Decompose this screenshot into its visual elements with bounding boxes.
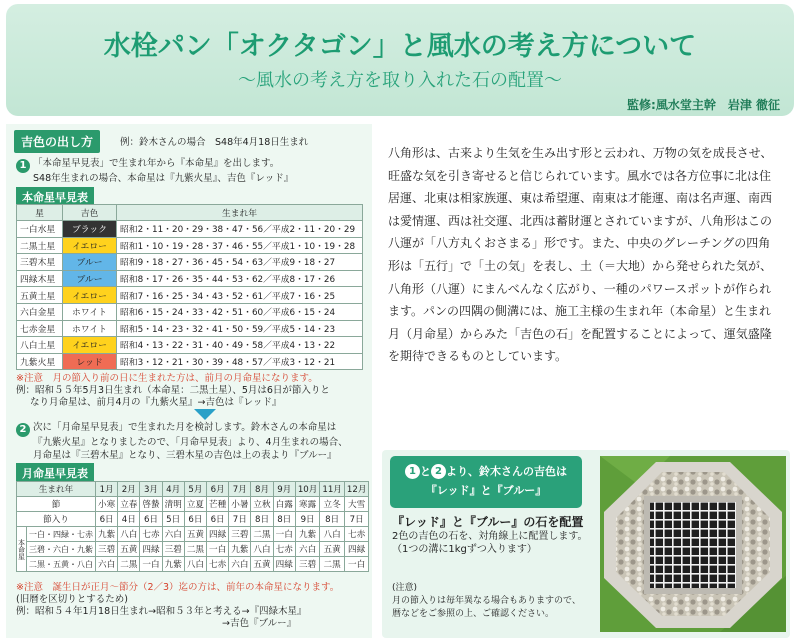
honmei-row: [17, 320, 363, 337]
honmei-years: 昭和9・18・27・36・45・54・63／平成9・18・27: [117, 254, 363, 271]
getsu-star-cell: 一白: [207, 542, 229, 557]
getsu-setsu-row-cell: 立春: [118, 497, 140, 512]
lucky-color-guide: [6, 124, 372, 638]
getsu-setsuiri-row-cell: 4日: [118, 512, 140, 527]
step-2: [16, 422, 366, 462]
honmei-row: [17, 237, 363, 254]
placement-heading: 『レッド』と『ブルー』の石を配置: [392, 515, 584, 529]
step-1: [16, 158, 366, 186]
honmei-color: レッド: [63, 353, 117, 370]
calendar-note: [392, 582, 581, 621]
getsu-star-cell: 九紫: [295, 527, 320, 542]
getsu-table-label: 月命星早見表: [16, 463, 94, 483]
getsu-star-cell: 二黒: [251, 527, 273, 542]
honmei-color: ブルー: [63, 254, 117, 271]
note-2-example: 例：昭和５４年1月18日生まれ→昭和５３年と考える→『四緑木星』: [16, 606, 307, 617]
note-2: [16, 582, 370, 630]
honmei-header-cell: 星: [17, 205, 63, 221]
getsu-star-cell: 八白: [184, 557, 206, 572]
getsu-star-cell: 三碧: [162, 542, 184, 557]
getsu-setsu-row-cell: 小寒: [96, 497, 118, 512]
getsu-star-cell: 四緑: [207, 527, 229, 542]
honmei-row: [17, 287, 363, 304]
getsu-star-cell: 六白: [96, 557, 118, 572]
getsu-star-cell: 五黄: [184, 527, 206, 542]
getsu-setsu-row-cell: 清明: [162, 497, 184, 512]
getsu-setsu-row-cell: 芒種: [207, 497, 229, 512]
note-2-reason: (旧暦を区切りとするため): [16, 594, 128, 605]
getsu-star-cell: 四緑: [140, 542, 162, 557]
honmei-years: 昭和6・15・24・33・42・51・60／平成6・15・24: [117, 303, 363, 320]
step-2-text-3: 月命星は『三碧木星』となり、三碧木星の吉色は上の表より『ブルー』: [33, 449, 337, 461]
note-1-example: 例：昭和５５年5月3日生まれ（本命星：二黒土星）、5月は6日が節入りと: [16, 385, 330, 396]
honmei-header-cell: 吉色: [63, 205, 117, 221]
down-arrow-icon: [194, 409, 216, 420]
step-2-text-2: 『九紫火星』となりましたので、「月命早見表」より、4月生まれの場合、: [33, 437, 348, 448]
honmei-table: [16, 204, 363, 370]
honmei-row: [17, 353, 363, 370]
honmei-row: [17, 270, 363, 287]
honmei-header-row: [17, 205, 363, 221]
getsu-setsuiri-row-cell: 8日: [251, 512, 273, 527]
getsu-star-row: [17, 557, 369, 572]
honmei-star: 三碧木星: [17, 254, 63, 271]
getsu-star-cell: 八白: [118, 527, 140, 542]
honmei-star: 四緑木星: [17, 270, 63, 287]
getsu-setsu-row-cell: 大雪: [344, 497, 369, 512]
getsu-body: [17, 482, 369, 572]
getsu-star-cell: 八白: [251, 542, 273, 557]
honmei-color: イエロー: [63, 337, 117, 354]
note-2-warning: ※注意 誕生日が正月〜節分（2／3）迄の方は、前年の本命星になります。: [16, 582, 340, 593]
getsu-star-cell: 三碧: [295, 557, 320, 572]
placement-panel: [382, 450, 790, 638]
callout-num-2: 2: [431, 464, 446, 479]
getsu-month: 6月: [207, 482, 229, 497]
getsu-month: 4月: [162, 482, 184, 497]
callout-line-2: 『レッド』と『ブルー』: [425, 484, 547, 497]
getsu-month: 8月: [251, 482, 273, 497]
honmei-color: ホワイト: [63, 303, 117, 320]
honmei-color: ホワイト: [63, 320, 117, 337]
getsu-star-cell: 五黄: [320, 542, 345, 557]
honmei-row: [17, 337, 363, 354]
honmei-years: 昭和3・12・21・30・39・48・57／平成3・12・21: [117, 353, 363, 370]
getsu-setsu-row-cell: 寒露: [295, 497, 320, 512]
getsu-star-cell: 九紫: [96, 527, 118, 542]
getsu-setsuiri-row: [17, 512, 369, 527]
getsu-month: 5月: [184, 482, 206, 497]
getsu-star-cell: 七赤: [273, 542, 295, 557]
getsu-month: 9月: [273, 482, 295, 497]
result-callout: [390, 456, 582, 508]
getsu-star-cell: 六白: [162, 527, 184, 542]
honmei-star: 二黒土星: [17, 237, 63, 254]
getsu-setsu-row-label: 節: [17, 497, 96, 512]
getsu-star-group: 三碧・六白・九紫: [27, 542, 96, 557]
octagon-pan-photo: [600, 456, 786, 632]
getsu-setsuiri-row-cell: 8日: [273, 512, 295, 527]
getsu-star-cell: 一白: [344, 557, 369, 572]
honmei-row: [17, 303, 363, 320]
getsu-star-row: [17, 527, 369, 542]
getsu-star-group: 一白・四緑・七赤: [27, 527, 96, 542]
getsu-star-cell: 二黒: [320, 557, 345, 572]
getsu-star-cell: 七赤: [344, 527, 369, 542]
step-1-number: 1: [16, 159, 30, 173]
note-1-warning: ※注意 月の節入り前の日に生まれた方は、前月の月命星になります。: [16, 373, 318, 384]
getsu-month: 7月: [229, 482, 251, 497]
getsu-star-cell: 三碧: [96, 542, 118, 557]
feng-shui-description: [380, 128, 790, 446]
step-1-text: 「本命星早見表」で生まれ年から『本命星』を出します。: [33, 158, 280, 169]
getsu-month: 3月: [140, 482, 162, 497]
getsu-star-cell: 五黄: [251, 557, 273, 572]
honmei-table-label: 本命星早見表: [16, 187, 94, 207]
note-2-result: →吉色『ブルー』: [222, 618, 297, 629]
getsu-star-group: 二黒・五黄・八白: [27, 557, 96, 572]
description-paragraph: 八角形は、古来より生気を生み出す形と云われ、万物の気を成長させ、旺盛な気を引き寄せると信じられています。風水では各方位事に北は住居運、北東は相家族運、東は希望運、南東は才能運、南は名声運、南西は愛情運、西は社交運、北西は蓄財運とされていますが、八角形はこの八運が「八方丸くおさまる」形です。また、中央のグレーチングの四角形は「五行」で「土の気」を表し、土（＝大地）から発せられた気が、八角形（八運）にまんべんなく広がり、一種のパワースポットが作られます。パンの四隅の側溝には、施工主様の生まれ年（本命星）と生まれ月（月命星）からみた「吉色の石」を配置することによって、運気盛隆を期待できるものとしています。: [388, 146, 773, 364]
getsu-star-cell: 二黒: [118, 557, 140, 572]
honmei-star: 六白金星: [17, 303, 63, 320]
getsu-setsu-row: [17, 497, 369, 512]
example-line: 例：鈴木さんの場合 S48年4月18日生まれ: [120, 137, 309, 148]
getsu-star-cell: 一白: [140, 557, 162, 572]
page-subtitle: 〜風水の考え方を取り入れた石の配置〜: [238, 70, 562, 91]
callout-to: と: [420, 465, 431, 478]
honmei-color: ブルー: [63, 270, 117, 287]
getsu-setsuiri-row-cell: 6日: [207, 512, 229, 527]
honmei-color: イエロー: [63, 237, 117, 254]
getsu-setsu-row-cell: 立冬: [320, 497, 345, 512]
getsu-setsu-row-cell: 白露: [273, 497, 295, 512]
step-1-text-2: S48年生まれの場合、本命星は『九紫火星』、吉色『レッド』: [33, 173, 294, 184]
supervisor-credit: 監修:風水堂主幹 岩津 徹征: [627, 98, 780, 112]
getsu-setsuiri-row-cell: 6日: [96, 512, 118, 527]
note-1: [16, 373, 370, 409]
honmei-row: [17, 254, 363, 271]
honmei-star: 五黄土星: [17, 287, 63, 304]
getsu-month: 11月: [320, 482, 345, 497]
getsu-star-cell: 六白: [229, 557, 251, 572]
honmei-row: [17, 221, 363, 238]
getsu-setsuiri-row-cell: 6日: [184, 512, 206, 527]
getsu-setsuiri-row-cell: 5日: [162, 512, 184, 527]
note-1-example-2: なり月命星は、前月4月の『九紫火星』→吉色は『レッド』: [30, 397, 282, 408]
honmei-years: 昭和8・17・26・35・44・53・62／平成8・17・26: [117, 270, 363, 287]
getsu-setsu-row-cell: 立夏: [184, 497, 206, 512]
getsu-star-cell: 七赤: [140, 527, 162, 542]
honmei-color: ブラック: [63, 221, 117, 238]
getsu-month: 12月: [344, 482, 369, 497]
calendar-note-title: (注意): [392, 583, 418, 593]
getsu-setsuiri-row-cell: 7日: [344, 512, 369, 527]
getsu-vertical-label: 本命星: [17, 527, 27, 572]
getsu-setsuiri-row-cell: 9日: [295, 512, 320, 527]
getsu-star-row: [17, 542, 369, 557]
getsu-setsu-row-cell: 啓蟄: [140, 497, 162, 512]
getsu-month-row: [17, 482, 369, 497]
honmei-years: 昭和4・13・22・31・40・49・58／平成4・13・22: [117, 337, 363, 354]
honmei-star: 八白土星: [17, 337, 63, 354]
step-2-number: 2: [16, 423, 30, 437]
getsu-star-cell: 三碧: [229, 527, 251, 542]
page-title: 水栓パン「オクタゴン」と風水の考え方について: [103, 31, 697, 62]
honmei-years: 昭和1・10・19・28・37・46・55／平成1・10・19・28: [117, 237, 363, 254]
honmei-years: 昭和7・16・25・34・43・52・61／平成7・16・25: [117, 287, 363, 304]
honmei-star: 七赤金星: [17, 320, 63, 337]
getsu-star-cell: 四緑: [344, 542, 369, 557]
getsu-setsuiri-row-cell: 7日: [229, 512, 251, 527]
octagon-drain-illustration: [600, 456, 786, 632]
placement-line-1: 2色の吉色の石を、対角線上に配置します。: [392, 531, 588, 542]
honmei-header-cell: 生まれ年: [117, 205, 363, 221]
getsu-setsuiri-row-cell: 8日: [320, 512, 345, 527]
callout-line-1: より、鈴木さんの吉色は: [446, 465, 567, 478]
getsu-setsuiri-row-label: 節入り: [17, 512, 96, 527]
getsu-star-cell: 五黄: [118, 542, 140, 557]
getsu-star-cell: 六白: [295, 542, 320, 557]
getsu-year-header: 生まれ年: [17, 482, 96, 497]
placement-description: [392, 530, 588, 556]
honmei-star: 九紫火星: [17, 353, 63, 370]
placement-line-2: （1つの溝に1kgずつ入ります）: [392, 544, 537, 555]
honmei-color: イエロー: [63, 287, 117, 304]
step-2-text: 次に「月命星早見表」で生まれた月を検討します。鈴木さんの本命星は: [33, 422, 337, 433]
getsu-month: 10月: [295, 482, 320, 497]
header-banner: [6, 4, 794, 116]
getsu-setsuiri-row-cell: 6日: [140, 512, 162, 527]
honmei-years: 昭和5・14・23・32・41・50・59／平成5・14・23: [117, 320, 363, 337]
getsu-month: 2月: [118, 482, 140, 497]
getsu-star-cell: 一白: [273, 527, 295, 542]
honmei-star: 一白水星: [17, 221, 63, 238]
getsu-star-cell: 四緑: [273, 557, 295, 572]
honmei-years: 昭和2・11・20・29・38・47・56／平成2・11・20・29: [117, 221, 363, 238]
calendar-note-line-1: 月の節入りは毎年異なる場合もありますので、: [392, 596, 581, 606]
getsu-month: 1月: [96, 482, 118, 497]
getsu-star-cell: 八白: [320, 527, 345, 542]
getsu-star-cell: 七赤: [207, 557, 229, 572]
section-label: 吉色の出し方: [14, 130, 100, 153]
callout-num-1: 1: [405, 464, 420, 479]
getsu-star-cell: 九紫: [162, 557, 184, 572]
getsu-table: [16, 481, 369, 572]
getsu-star-cell: 九紫: [229, 542, 251, 557]
honmei-body: [17, 221, 363, 370]
getsu-setsu-row-cell: 小暑: [229, 497, 251, 512]
getsu-setsu-row-cell: 立秋: [251, 497, 273, 512]
calendar-note-line-2: 暦などをご参照の上、ご確認ください。: [392, 609, 555, 619]
getsu-star-cell: 二黒: [184, 542, 206, 557]
